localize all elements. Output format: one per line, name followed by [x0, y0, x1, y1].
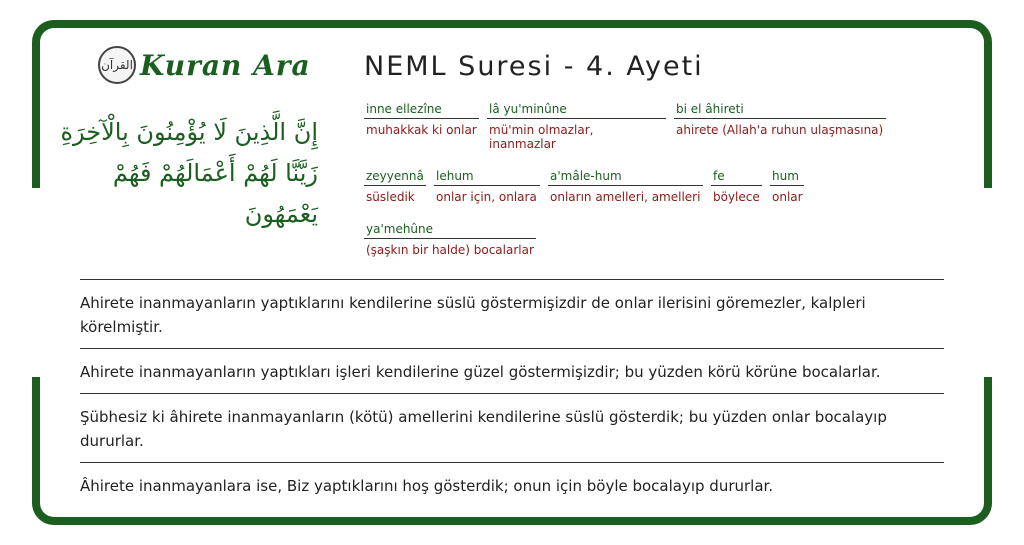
word-meaning: muhakkak ki onlar [366, 123, 477, 137]
word-row [364, 220, 924, 257]
translation-item: Ahirete inanmayanların yaptıklarını kendilerine süslü göstermişizdir de onlar ilerisini göremezler, kalpleri körelmiştir. [80, 279, 944, 348]
site-logo[interactable] [98, 46, 311, 84]
word-item[interactable] [487, 100, 666, 151]
arabic-verse: إِنَّ الَّذِينَ لَا يُؤْمِنُونَ بِالْآخِرَةِ زَيَّنَّا لَهُمْ أَعْمَالَهُمْ فَهُمْ يَعْمَهُونَ [60, 118, 318, 228]
translation-item: Ahirete inanmayanların yaptıkları işleri kendilerine güzel göstermişizdir; bu yüzden körü körüne bocalarlar. [80, 348, 944, 393]
word-meaning: böylece [713, 190, 760, 204]
word-item[interactable] [674, 100, 886, 137]
word-transliteration: fe [711, 167, 762, 186]
word-transliteration: lâ yu'minûne [487, 100, 666, 119]
word-transliteration: zeyyennâ [364, 167, 426, 186]
word-item[interactable] [364, 100, 479, 137]
word-item[interactable] [548, 167, 703, 204]
word-meaning: ahirete (Allah'a ruhun ulaşmasına) [676, 123, 884, 137]
translation-item: Şübhesiz ki âhirete inanmayanların (kötü) amellerini kendilerine süslü gösterdik; bu yüzden onlar bocalayıp dururlar. [80, 393, 944, 462]
word-item[interactable] [364, 220, 536, 257]
word-by-word-section [364, 100, 924, 273]
word-transliteration: bi el âhireti [674, 100, 886, 119]
word-meaning: (şaşkın bir halde) bocalarlar [366, 243, 534, 257]
word-row [364, 167, 924, 204]
word-item[interactable] [770, 167, 804, 204]
word-item[interactable] [434, 167, 540, 204]
word-transliteration: a'mâle-hum [548, 167, 703, 186]
translations-list [80, 279, 944, 507]
translation-item: Âhirete inanmayanlara ise, Biz yaptıklarını hoş gösterdik; onun için böyle bocalayıp dururlar. [80, 462, 944, 507]
word-meaning: süsledik [366, 190, 415, 204]
quran-seal-icon: القرآن [98, 46, 136, 84]
word-row [364, 100, 924, 151]
word-item[interactable] [711, 167, 762, 204]
word-transliteration: ya'mehûne [364, 220, 536, 239]
logo-text: Kuran Ara [140, 48, 311, 82]
word-transliteration: lehum [434, 167, 540, 186]
page-title: NEML Suresi - 4. Ayeti [364, 51, 704, 82]
word-item[interactable] [364, 167, 426, 204]
word-meaning: onların amelleri, amelleri [550, 190, 701, 204]
word-meaning: mü'min olmazlar, inanmazlar [489, 123, 594, 151]
word-transliteration: inne ellezîne [364, 100, 479, 119]
word-transliteration: hum [770, 167, 804, 186]
word-meaning: onlar için, onlara [436, 190, 537, 204]
word-meaning: onlar [772, 190, 803, 204]
